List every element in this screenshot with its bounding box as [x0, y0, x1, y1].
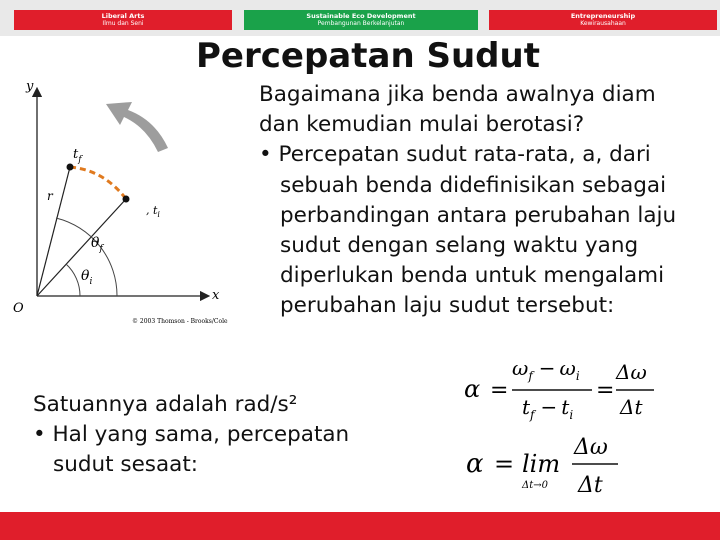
- slide-title: Percepatan Sudut: [196, 36, 540, 76]
- x-axis-label: x: [212, 288, 220, 303]
- header-left-title: Liberal Arts: [101, 12, 145, 20]
- path-arc: [70, 167, 126, 199]
- radius-final: [37, 167, 70, 296]
- body-line: diperlukan benda untuk mengalami: [280, 263, 665, 289]
- body-line: Bagaimana jika benda awalnya diam: [259, 82, 656, 107]
- ti-label: , $t_i$: [146, 204, 160, 219]
- eq1-equals-2: =: [596, 378, 615, 403]
- footer-bar: [0, 512, 720, 540]
- unit-line: Satuannya adalah rad/s²: [33, 392, 298, 417]
- rotation-arrow-icon: [106, 102, 168, 152]
- eq1-equals: =: [490, 378, 509, 403]
- eq2-equals: =: [494, 450, 515, 478]
- theta-i-label: $\theta_i$: [81, 268, 93, 287]
- eq1-alpha: α: [464, 375, 481, 403]
- body-line: perubahan laju sudut tersebut:: [280, 293, 615, 319]
- eq2-delta-t: Δt: [578, 473, 603, 498]
- copyright: © 2003 Thomson - Brooks/Cole: [132, 318, 228, 325]
- theta-f-arc: [56, 218, 117, 296]
- header-left-subtitle: Ilmu dan Seni: [102, 20, 144, 27]
- theta-i-arc: [66, 264, 80, 296]
- point-final: [67, 164, 74, 171]
- bullet-line: sudut sesaat:: [53, 452, 199, 477]
- header-bar: [0, 0, 720, 36]
- eq1-numerator: $\omega_f - \omega_i$: [512, 356, 580, 383]
- eq2-alpha: α: [466, 449, 484, 479]
- header-sustainable: [244, 10, 478, 30]
- body-line: sebuah benda didefinisikan sebagai: [280, 172, 667, 198]
- rotation-diagram: [0, 70, 240, 335]
- eq1-delta-omega: Δω: [616, 360, 647, 384]
- theta-f-label: $\theta_f$: [91, 235, 103, 254]
- bullet-line: • Hal yang sama, percepatan: [33, 422, 350, 447]
- y-axis-label: y: [26, 79, 34, 94]
- eq2-lim: lim: [522, 450, 561, 478]
- body-line: • Percepatan sudut rata-rata, a, dari: [259, 142, 651, 168]
- body-line: dan kemudian mulai berotasi?: [259, 112, 585, 138]
- eq1-delta-t: Δt: [620, 395, 643, 419]
- tf-label: $t_f$: [73, 147, 82, 165]
- r-label: r: [47, 189, 53, 203]
- header-liberal-arts: [14, 10, 232, 30]
- body-line: sudut dengan selang waktu yang: [280, 233, 639, 259]
- bottom-text: [33, 390, 349, 480]
- eq2-delta-omega: Δω: [574, 435, 608, 460]
- instantaneous-angular-acceleration-equation: [460, 428, 640, 504]
- header-right-subtitle: Kewirausahaan: [580, 20, 626, 27]
- origin-label: O: [13, 301, 24, 316]
- header-right-title: Entrepreneurship: [570, 12, 636, 20]
- body-line: perbandingan antara perubahan laju: [280, 202, 677, 228]
- point-initial: [123, 196, 130, 203]
- header-center-subtitle: Pembangunan Berkelanjutan: [317, 20, 405, 27]
- eq1-denominator: $t_f - t_i$: [522, 395, 574, 422]
- header-center-title: Sustainable Eco Development: [306, 12, 416, 20]
- body-text: [259, 80, 676, 322]
- eq2-lim-sub: Δt→0: [522, 480, 548, 491]
- average-angular-acceleration-equation: [460, 352, 660, 428]
- header-entrepreneurship: [489, 10, 717, 30]
